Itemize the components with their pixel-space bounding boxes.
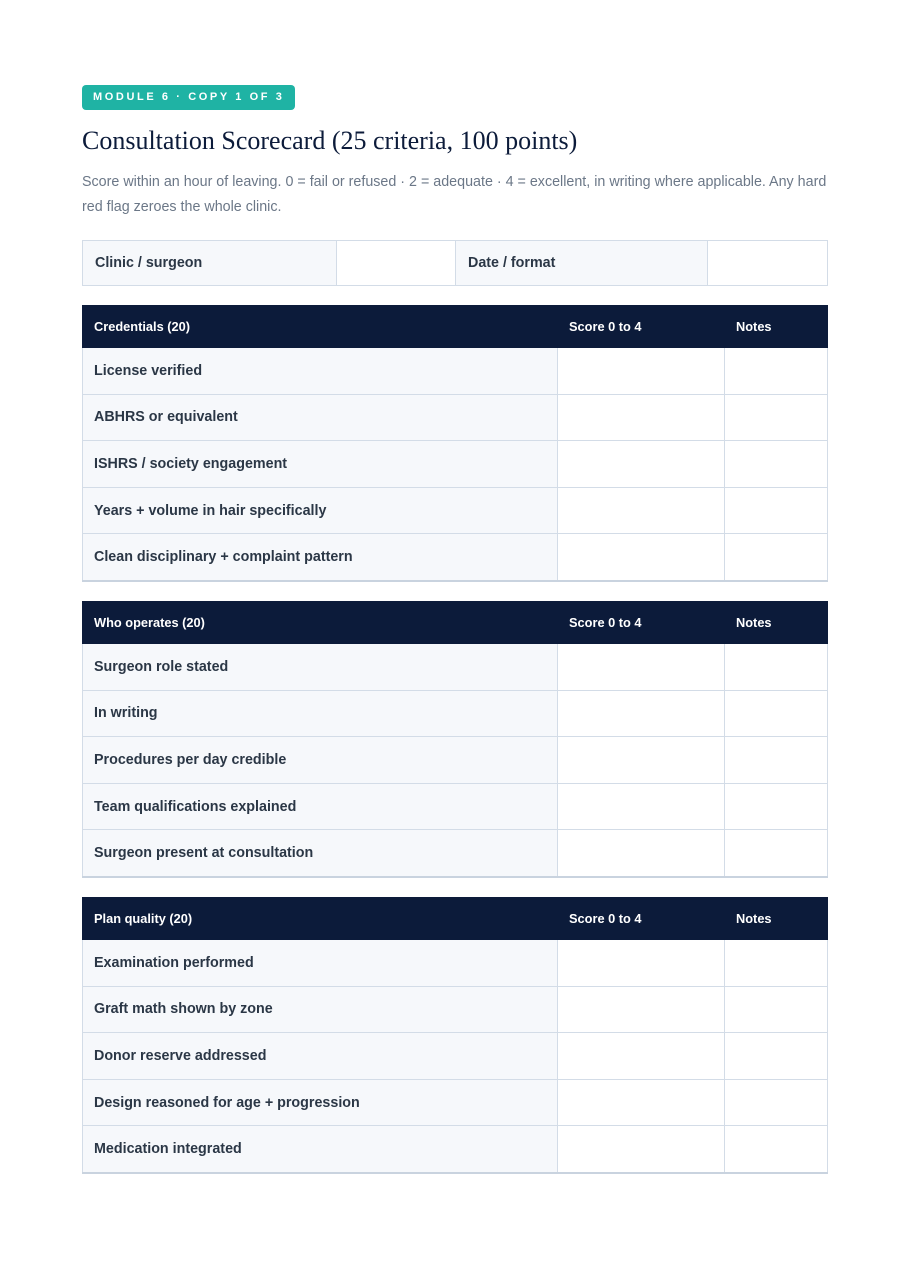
criterion-row (83, 394, 828, 441)
notes-cell[interactable] (725, 643, 828, 690)
criterion-row (83, 534, 828, 581)
score-cell[interactable] (558, 643, 725, 690)
criterion-row (83, 348, 828, 395)
score-column-header: Score 0 to 4 (558, 306, 725, 348)
score-cell[interactable] (558, 783, 725, 830)
criterion-label: Team qualifications explained (83, 783, 558, 830)
criterion-row (83, 986, 828, 1033)
criterion-label: Surgeon present at consultation (83, 830, 558, 877)
criterion-row (83, 1079, 828, 1126)
criterion-label: ABHRS or equivalent (83, 394, 558, 441)
score-column-header: Score 0 to 4 (558, 897, 725, 939)
notes-cell[interactable] (725, 939, 828, 986)
notes-cell[interactable] (725, 830, 828, 877)
meta-table (82, 240, 828, 286)
notes-cell[interactable] (725, 394, 828, 441)
section-who-operates (82, 601, 828, 878)
score-cell[interactable] (558, 1079, 725, 1126)
score-cell[interactable] (558, 939, 725, 986)
section-credentials (82, 305, 828, 582)
notes-column-header: Notes (725, 601, 828, 643)
notes-column-header: Notes (725, 306, 828, 348)
module-badge: MODULE 6 · COPY 1 OF 3 (82, 85, 295, 110)
section-header-row (83, 897, 828, 939)
clinic-field[interactable] (337, 241, 456, 286)
criterion-label: Graft math shown by zone (83, 986, 558, 1033)
score-cell[interactable] (558, 986, 725, 1033)
page-subtitle: Score within an hour of leaving. 0 = fail or refused · 2 = adequate · 4 = excellent, in writing where applicable. Any hard red flag zeroes the whole clinic. (82, 174, 827, 215)
score-cell[interactable] (558, 348, 725, 395)
criterion-label: Donor reserve addressed (83, 1033, 558, 1080)
criterion-label: Design reasoned for age + progression (83, 1079, 558, 1126)
page-title: Consultation Scorecard (25 criteria, 100 points) (82, 126, 578, 155)
criterion-row (83, 441, 828, 488)
criterion-label: License verified (83, 348, 558, 395)
score-cell[interactable] (558, 1033, 725, 1080)
section-plan-quality (82, 897, 828, 1174)
scorecard-page (82, 85, 827, 1174)
score-cell[interactable] (558, 830, 725, 877)
section-header-row (83, 306, 828, 348)
score-cell[interactable] (558, 534, 725, 581)
criterion-row (83, 1126, 828, 1173)
clinic-label: Clinic / surgeon (83, 241, 337, 286)
score-cell[interactable] (558, 737, 725, 784)
criterion-label: ISHRS / society engagement (83, 441, 558, 488)
criterion-label: Clean disciplinary + complaint pattern (83, 534, 558, 581)
score-cell[interactable] (558, 690, 725, 737)
score-cell[interactable] (558, 394, 725, 441)
criterion-row (83, 487, 828, 534)
criterion-label: Medication integrated (83, 1126, 558, 1173)
score-cell[interactable] (558, 487, 725, 534)
notes-cell[interactable] (725, 783, 828, 830)
notes-cell[interactable] (725, 441, 828, 488)
date-field[interactable] (708, 241, 828, 286)
notes-cell[interactable] (725, 348, 828, 395)
criterion-row (83, 737, 828, 784)
criterion-row (83, 1033, 828, 1080)
criterion-label: Surgeon role stated (83, 643, 558, 690)
criterion-row (83, 690, 828, 737)
date-label: Date / format (456, 241, 708, 286)
section-header-row (83, 601, 828, 643)
criterion-row (83, 643, 828, 690)
section-heading: Credentials (20) (83, 306, 558, 348)
criterion-label: Procedures per day credible (83, 737, 558, 784)
score-column-header: Score 0 to 4 (558, 601, 725, 643)
notes-cell[interactable] (725, 986, 828, 1033)
criterion-row (83, 830, 828, 877)
section-heading: Plan quality (20) (83, 897, 558, 939)
criterion-label: Examination performed (83, 939, 558, 986)
criterion-row (83, 939, 828, 986)
notes-cell[interactable] (725, 690, 828, 737)
score-cell[interactable] (558, 1126, 725, 1173)
notes-cell[interactable] (725, 1126, 828, 1173)
score-cell[interactable] (558, 441, 725, 488)
notes-cell[interactable] (725, 1079, 828, 1126)
section-heading: Who operates (20) (83, 601, 558, 643)
meta-row (83, 241, 828, 286)
criterion-label: In writing (83, 690, 558, 737)
notes-cell[interactable] (725, 534, 828, 581)
notes-cell[interactable] (725, 487, 828, 534)
notes-cell[interactable] (725, 737, 828, 784)
notes-cell[interactable] (725, 1033, 828, 1080)
criterion-row (83, 783, 828, 830)
criterion-label: Years + volume in hair specifically (83, 487, 558, 534)
notes-column-header: Notes (725, 897, 828, 939)
